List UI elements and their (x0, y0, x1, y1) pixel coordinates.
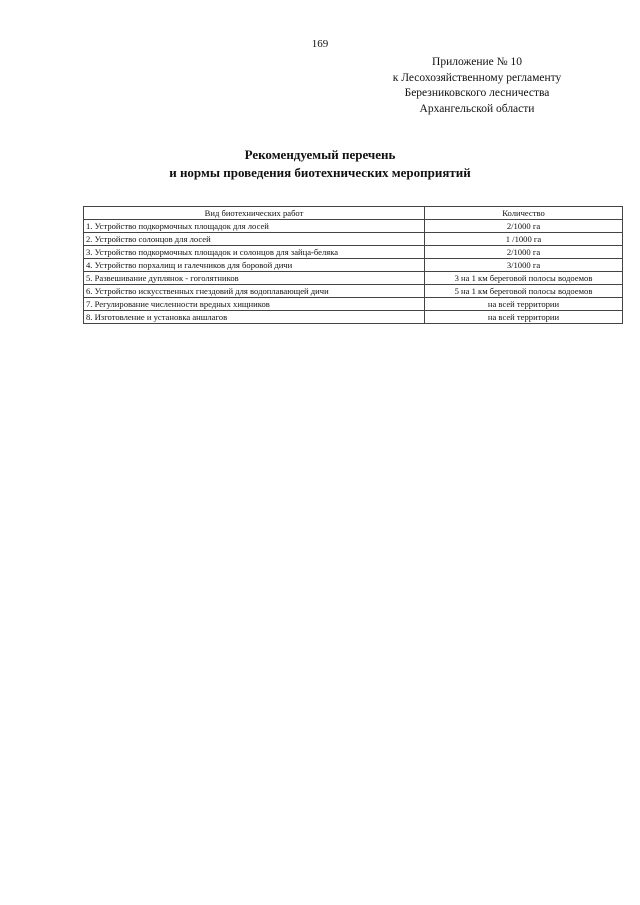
work-type-cell: 4. Устройство порхалищ и галечников для боровой дичи (84, 259, 425, 272)
appendix-line: Березниковского лесничества (404, 87, 550, 99)
quantity-cell: 3/1000 га (425, 259, 623, 272)
appendix-line: Архангельской области (419, 102, 535, 115)
work-type-cell: 5. Развешивание дуплянок - гоголятников (84, 272, 425, 285)
appendix-heading (347, 55, 607, 117)
title-line-2: и нормы проведения биотехнических мероприятий (169, 165, 471, 180)
document-title (0, 146, 640, 182)
table-row (84, 233, 623, 246)
quantity-cell: 1 /1000 га (425, 233, 623, 246)
quantity-cell: 3 на 1 км береговой полосы водоемов (425, 272, 623, 285)
table-row (84, 285, 623, 298)
table-row (84, 259, 623, 272)
work-type-cell: 7. Регулирование численности вредных хищников (84, 298, 425, 311)
work-type-cell: 6. Устройство искусственных гнездовий для водоплавающей дичи (84, 285, 425, 298)
quantity-cell: 5 на 1 км береговой полосы водоемов (425, 285, 623, 298)
work-type-cell: 8. Изготовление и установка аншлагов (84, 311, 425, 324)
table-header-row (84, 207, 623, 220)
table-row (84, 272, 623, 285)
table-row (84, 246, 623, 259)
table-row (84, 220, 623, 233)
quantity-cell: 2/1000 га (425, 220, 623, 233)
table-row (84, 311, 623, 324)
column-header-type: Вид биотехнических работ (84, 207, 425, 220)
quantity-cell: 2/1000 га (425, 246, 623, 259)
biotechnical-measures-table (83, 206, 623, 324)
title-line-1: Рекомендуемый перечень (244, 147, 396, 162)
page-number: 169 (311, 38, 329, 50)
appendix-line: к Лесохозяйственному регламенту (392, 71, 562, 84)
quantity-cell: на всей территории (425, 311, 623, 324)
work-type-cell: 2. Устройство солонцов для лосей (84, 233, 425, 246)
column-header-quantity: Количество (425, 207, 623, 220)
quantity-cell: на всей территории (425, 298, 623, 311)
table-row (84, 298, 623, 311)
work-type-cell: 3. Устройство подкормочных площадок и солонцов для зайца-беляка (84, 246, 425, 259)
work-type-cell: 1. Устройство подкормочных площадок для лосей (84, 220, 425, 233)
appendix-line: Приложение № 10 (432, 56, 522, 68)
